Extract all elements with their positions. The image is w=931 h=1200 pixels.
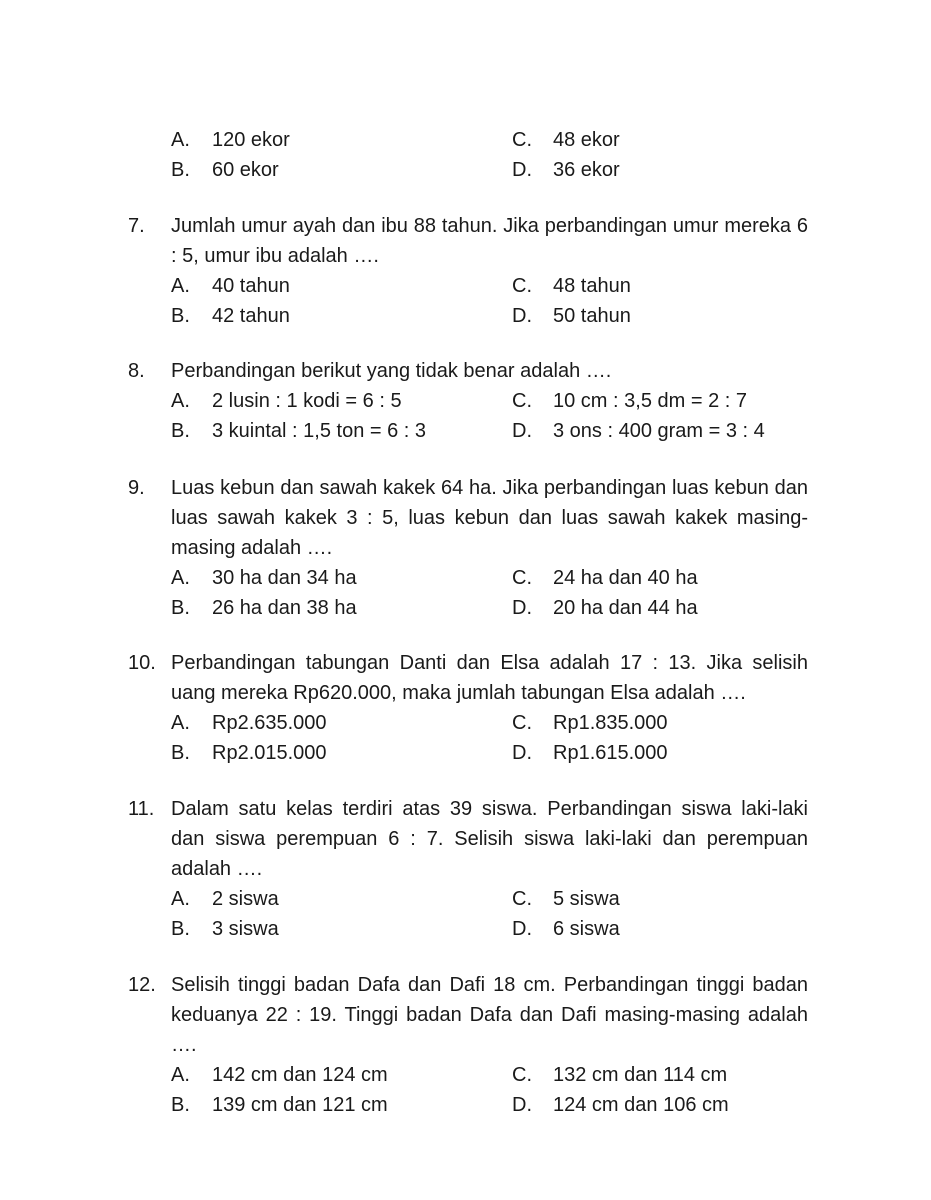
option-text: 60 ekor: [212, 159, 279, 181]
option-letter: C.: [512, 129, 532, 151]
option-text: 5 siswa: [553, 888, 620, 910]
option-letter: C.: [512, 390, 532, 412]
option-text: 2 lusin : 1 kodi = 6 : 5: [212, 390, 402, 412]
option-letter: B.: [171, 305, 190, 327]
option-text: 6 siswa: [553, 918, 620, 940]
option-text: 20 ha dan 44 ha: [553, 597, 698, 619]
option-text: 50 tahun: [553, 305, 631, 327]
options-grid: [171, 563, 808, 623]
option-letter: B.: [171, 742, 190, 764]
question-11-block: [128, 794, 808, 944]
question-12-block: [128, 970, 808, 1120]
options-grid: [171, 1060, 808, 1120]
option-text: 124 cm dan 106 cm: [553, 1094, 729, 1116]
question-row: [128, 211, 808, 271]
option-letter: B.: [171, 159, 190, 181]
option-letter: C.: [512, 275, 532, 297]
option-text: 26 ha dan 38 ha: [212, 597, 357, 619]
question-number: 7.: [128, 215, 145, 237]
question-row: [128, 356, 808, 386]
options-grid: [171, 271, 808, 331]
option-letter: C.: [512, 1064, 532, 1086]
question-text: Selisih tinggi badan Dafa dan Dafi 18 cm. Perbandingan tinggi badan keduanya 22 : 19. Tinggi badan Dafa dan Dafi masing-masing adalah ….: [171, 974, 808, 1056]
option-text: 2 siswa: [212, 888, 279, 910]
option-text: Rp1.615.000: [553, 742, 668, 764]
option-text: 42 tahun: [212, 305, 290, 327]
option-letter: A.: [171, 129, 190, 151]
question-row: [128, 794, 808, 884]
option-letter: D.: [512, 159, 532, 181]
option-letter: D.: [512, 742, 532, 764]
option-text: 142 cm dan 124 cm: [212, 1064, 388, 1086]
question-10-block: [128, 648, 808, 768]
option-letter: A.: [171, 712, 190, 734]
option-text: 36 ekor: [553, 159, 620, 181]
options-grid: [171, 708, 808, 768]
option-text: 10 cm : 3,5 dm = 2 : 7: [553, 390, 747, 412]
option-letter: D.: [512, 305, 532, 327]
option-letter: C.: [512, 567, 532, 589]
option-letter: B.: [171, 1094, 190, 1116]
options-grid: [171, 386, 808, 446]
question-7-block: [128, 211, 808, 331]
question-8-block: [128, 356, 808, 446]
option-text: 3 kuintal : 1,5 ton = 6 : 3: [212, 420, 427, 442]
option-letter: B.: [171, 420, 190, 442]
option-letter: A.: [171, 275, 190, 297]
option-text: 48 tahun: [553, 275, 631, 297]
option-text: 40 tahun: [212, 275, 290, 297]
option-text: Rp1.835.000: [553, 712, 668, 734]
question-row: [128, 473, 808, 563]
question-row: [128, 970, 808, 1060]
option-letter: A.: [171, 390, 190, 412]
question-6-block: [128, 125, 808, 185]
option-letter: B.: [171, 597, 190, 619]
question-number: 12.: [128, 974, 156, 996]
option-letter: C.: [512, 888, 532, 910]
option-text: 3 ons : 400 gram = 3 : 4: [553, 420, 765, 442]
question-text: Perbandingan tabungan Danti dan Elsa adalah 17 : 13. Jika selisih uang mereka Rp620.000, maka jumlah tabungan Elsa adalah ….: [171, 652, 808, 704]
option-text: Rp2.015.000: [212, 742, 327, 764]
question-row: [128, 648, 808, 708]
option-letter: D.: [512, 420, 532, 442]
question-9-block: [128, 473, 808, 623]
question-number: 11.: [128, 798, 155, 820]
option-text: 3 siswa: [212, 918, 279, 940]
option-letter: D.: [512, 597, 532, 619]
option-letter: A.: [171, 1064, 190, 1086]
option-letter: A.: [171, 567, 190, 589]
option-text: 120 ekor: [212, 129, 290, 151]
option-text: Rp2.635.000: [212, 712, 327, 734]
options-grid: [171, 884, 808, 944]
option-text: 30 ha dan 34 ha: [212, 567, 357, 589]
option-letter: B.: [171, 918, 190, 940]
question-text: Perbandingan berikut yang tidak benar adalah ….: [171, 360, 612, 382]
question-text: Dalam satu kelas terdiri atas 39 siswa. Perbandingan siswa laki-laki dan siswa perempuan 6 : 7. Selisih siswa laki-laki dan perempuan adalah ….: [171, 798, 808, 880]
option-text: 24 ha dan 40 ha: [553, 567, 698, 589]
question-text: Jumlah umur ayah dan ibu 88 tahun. Jika perbandingan umur mereka 6 : 5, umur ibu adalah ….: [171, 215, 808, 267]
option-letter: C.: [512, 712, 532, 734]
question-text: Luas kebun dan sawah kakek 64 ha. Jika perbandingan luas kebun dan luas sawah kakek 3 : 5, luas kebun dan luas sawah kakek masing-masing adalah ….: [171, 477, 808, 559]
option-letter: A.: [171, 888, 190, 910]
option-text: 48 ekor: [553, 129, 620, 151]
option-text: 139 cm dan 121 cm: [212, 1094, 388, 1116]
options-grid: [171, 125, 808, 185]
question-number: 9.: [128, 477, 145, 499]
question-number: 8.: [128, 360, 145, 382]
option-text: 132 cm dan 114 cm: [553, 1064, 728, 1086]
option-letter: D.: [512, 918, 532, 940]
question-number: 10.: [128, 652, 156, 674]
option-letter: D.: [512, 1094, 532, 1116]
